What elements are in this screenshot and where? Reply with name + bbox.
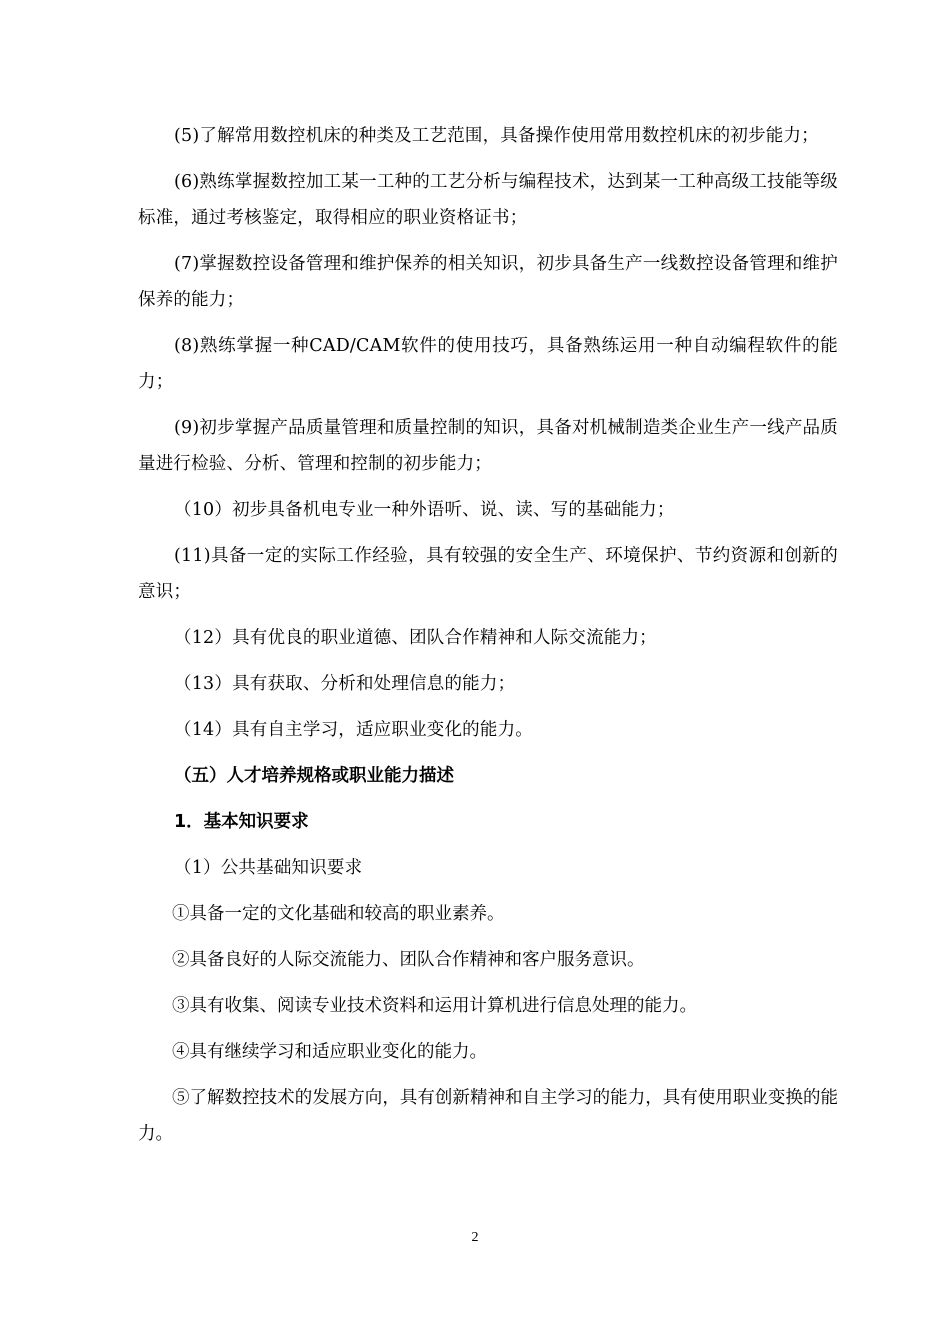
paragraph-14: （14）具有自主学习，适应职业变化的能力。 [174, 720, 533, 740]
paragraph-13: （13）具有获取、分析和处理信息的能力； [174, 674, 516, 694]
list-item: ①具备一定的文化基础和较高的职业素养。 [172, 904, 505, 924]
paragraph-5: (5)了解常用数控机床的种类及工艺范围，具备操作使用常用数控机床的初步能力； [174, 126, 819, 146]
paragraph-6: (6)熟练掌握数控加工某一工种的工艺分析与编程技术，达到某一工种高级工技能等级标准，通过考核鉴定，取得相应的职业资格证书； [138, 172, 838, 228]
list-item: ④具有继续学习和适应职业变化的能力。 [172, 1042, 487, 1062]
sub-subheading: （1）公共基础知识要求 [174, 858, 363, 878]
paragraph-8: (8)熟练掌握一种CAD/CAM软件的使用技巧，具备熟练运用一种自动编程软件的能力； [138, 336, 838, 392]
page-number: 2 [471, 1230, 479, 1245]
paragraph-12: （12）具有优良的职业道德、团队合作精神和人际交流能力； [174, 628, 657, 648]
section-heading: （五）人才培养规格或职业能力描述 [174, 766, 454, 786]
paragraph-10: （10）初步具备机电专业一种外语听、说、读、写的基础能力； [174, 500, 675, 520]
paragraph-7: (7)掌握数控设备管理和维护保养的相关知识，初步具备生产一线数控设备管理和维护保养的能力； [138, 254, 838, 310]
document-body [138, 118, 838, 1162]
list-item: ③具有收集、阅读专业技术资料和运用计算机进行信息处理的能力。 [172, 996, 697, 1016]
list-item: ②具备良好的人际交流能力、团队合作精神和客户服务意识。 [172, 950, 645, 970]
paragraph-11: (11)具备一定的实际工作经验，具有较强的安全生产、环境保护、节约资源和创新的意识； [138, 546, 838, 602]
paragraph-9: (9)初步掌握产品质量管理和质量控制的知识，具备对机械制造类企业生产一线产品质量进行检验、分析、管理和控制的初步能力； [138, 418, 838, 474]
list-item: ⑤了解数控技术的发展方向，具有创新精神和自主学习的能力，具有使用职业变换的能力。 [138, 1088, 838, 1144]
subheading: 1．基本知识要求 [174, 812, 309, 832]
